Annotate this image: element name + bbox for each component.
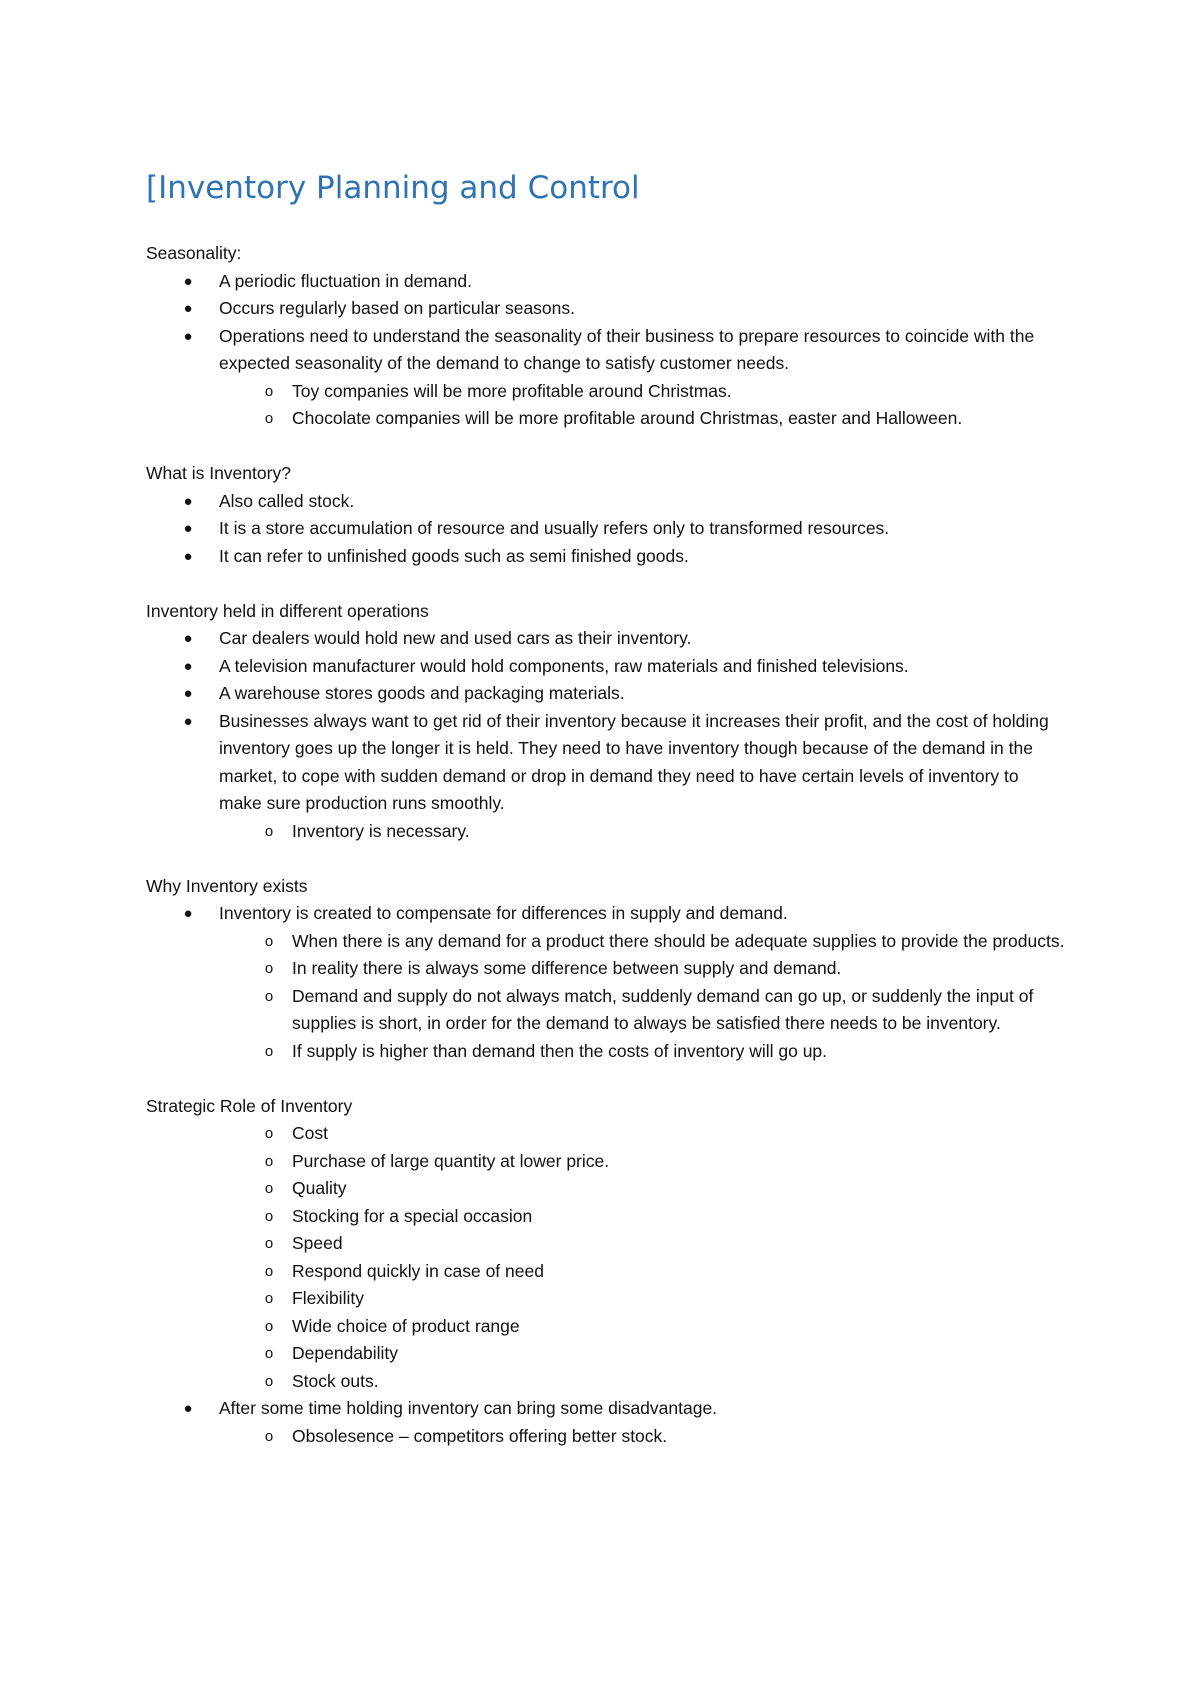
bullet-dot-icon: ● [183, 712, 193, 730]
section-heading: Inventory held in different operations [146, 600, 429, 621]
bullet-item [146, 680, 1066, 708]
item-text: Respond quickly in case of need [292, 1260, 544, 1281]
sub-bullet-item [146, 1340, 1066, 1368]
sub-bullet-circle-icon: o [264, 1042, 274, 1060]
sub-bullet-item [146, 928, 1066, 956]
sub-bullet-circle-icon: o [264, 987, 274, 1005]
bullet-dot-icon: ● [183, 657, 193, 675]
bullet-item [146, 1395, 1066, 1423]
item-text: Stocking for a special occasion [292, 1205, 533, 1226]
sub-bullet-circle-icon: o [264, 822, 274, 840]
section-heading: What is Inventory? [146, 463, 291, 483]
bullet-item [146, 625, 1066, 653]
sub-bullet-item [146, 1423, 1066, 1451]
sub-bullet-item [146, 818, 1066, 846]
item-text: Quality [292, 1178, 347, 1198]
document-title: [Inventory Planning and Control [146, 170, 640, 206]
bullet-item [146, 900, 1066, 928]
item-text: Cost [292, 1123, 328, 1143]
bullet-dot-icon: ● [183, 1400, 193, 1417]
sub-bullet-circle-icon: o [264, 1345, 274, 1362]
bullet-dot-icon: ● [183, 520, 193, 537]
bullet-item [146, 543, 1066, 571]
sub-bullet-item [146, 1313, 1066, 1341]
item-text: Toy companies will be more profitable around Christmas. [292, 380, 732, 401]
bullet-item [146, 708, 1066, 818]
sub-bullet-item [146, 1175, 1066, 1203]
sub-bullet-item [146, 378, 1066, 406]
bullet-dot-icon: ● [183, 327, 193, 345]
sub-bullet-circle-icon: o [264, 960, 274, 977]
item-text: In reality there is always some difference between supply and demand. [292, 958, 842, 978]
item-text: Operations need to understand the seasonality of their business to prepare resources to coincide with the expected seasonality of the demand to change to satisfy customer needs. [219, 325, 1035, 373]
item-text: Obsolesence – competitors offering better stock. [292, 1425, 668, 1446]
bullet-item [146, 268, 1066, 296]
bullet-dot-icon: ● [183, 905, 193, 922]
item-text: A periodic fluctuation in demand. [219, 270, 472, 291]
item-text: Businesses always want to get rid of their inventory because it increases their profit, and the cost of holding inventory goes up the longer it is held. They need to have inventory though because of the demand in the market, to cope with sudden demand or drop in demand they need to have certain levels of inventory to make sure production runs smoothly. [219, 710, 1049, 813]
bullet-item [146, 515, 1066, 543]
item-text: It is a store accumulation of resource and usually refers only to transformed resources. [219, 518, 890, 538]
bullet-item [146, 323, 1066, 378]
item-text: Also called stock. [219, 490, 355, 511]
sub-bullet-circle-icon: o [264, 1180, 274, 1197]
section [146, 1093, 1066, 1451]
sub-bullet-circle-icon: o [264, 1152, 274, 1170]
section [146, 460, 1066, 570]
item-text: Speed [292, 1233, 343, 1253]
sub-bullet-circle-icon: o [264, 410, 274, 427]
section-heading: Strategic Role of Inventory [146, 1095, 353, 1116]
item-text: A television manufacturer would hold components, raw materials and finished televisions. [219, 655, 909, 676]
item-text: Car dealers would hold new and used cars as their inventory. [219, 628, 692, 648]
item-text: After some time holding inventory can bring some disadvantage. [219, 1398, 718, 1418]
bullet-item [146, 295, 1066, 323]
sub-bullet-item [146, 983, 1066, 1038]
bullet-dot-icon: ● [183, 492, 193, 510]
sub-bullet-circle-icon: o [264, 1372, 274, 1390]
bullet-dot-icon: ● [183, 685, 193, 702]
sub-bullet-circle-icon: o [264, 1125, 274, 1142]
item-text: Chocolate companies will be more profitable around Christmas, easter and Halloween. [292, 408, 963, 428]
document-body [146, 240, 1066, 1478]
item-text: Wide choice of product range [292, 1315, 520, 1336]
sub-bullet-circle-icon: o [264, 1317, 274, 1335]
item-text: Occurs regularly based on particular seasons. [219, 298, 576, 318]
section [146, 240, 1066, 433]
sub-bullet-item [146, 1285, 1066, 1313]
section [146, 598, 1066, 846]
item-text: When there is any demand for a product there should be adequate supplies to provide the products. [292, 930, 1065, 951]
item-text: Inventory is necessary. [292, 820, 470, 841]
sub-bullet-item [146, 955, 1066, 983]
sub-bullet-circle-icon: o [264, 1290, 274, 1307]
sub-bullet-item [146, 1148, 1066, 1176]
sub-bullet-circle-icon: o [264, 1262, 274, 1280]
bullet-dot-icon: ● [183, 272, 193, 290]
item-text: If supply is higher than demand then the costs of inventory will go up. [292, 1040, 828, 1061]
section-heading: Seasonality: [146, 243, 242, 263]
bullet-dot-icon: ● [183, 547, 193, 565]
bullet-item [146, 488, 1066, 516]
item-text: It can refer to unfinished goods such as semi finished goods. [219, 545, 689, 566]
sub-bullet-item [146, 1368, 1066, 1396]
sub-bullet-circle-icon: o [264, 1427, 274, 1445]
sub-bullet-item [146, 1120, 1066, 1148]
sub-bullet-circle-icon: o [264, 382, 274, 400]
section-heading: Why Inventory exists [146, 875, 308, 896]
item-text: A warehouse stores goods and packaging materials. [219, 683, 625, 703]
item-text: Purchase of large quantity at lower price. [292, 1150, 610, 1171]
sub-bullet-item [146, 1038, 1066, 1066]
sub-bullet-item [146, 1203, 1066, 1231]
item-text: Inventory is created to compensate for differences in supply and demand. [219, 903, 788, 923]
section [146, 873, 1066, 1066]
sub-bullet-item [146, 405, 1066, 433]
item-text: Demand and supply do not always match, suddenly demand can go up, or suddenly the input of supplies is short, in order for the demand to always be satisfied there needs to be inventory. [292, 985, 1034, 1033]
item-text: Dependability [292, 1343, 399, 1363]
bullet-item [146, 653, 1066, 681]
bullet-dot-icon: ● [183, 300, 193, 317]
bullet-dot-icon: ● [183, 630, 193, 647]
item-text: Flexibility [292, 1288, 364, 1308]
sub-bullet-circle-icon: o [264, 1235, 274, 1252]
item-text: Stock outs. [292, 1370, 379, 1391]
sub-bullet-circle-icon: o [264, 932, 274, 950]
sub-bullet-item [146, 1258, 1066, 1286]
sub-bullet-item [146, 1230, 1066, 1258]
sub-bullet-circle-icon: o [264, 1207, 274, 1225]
